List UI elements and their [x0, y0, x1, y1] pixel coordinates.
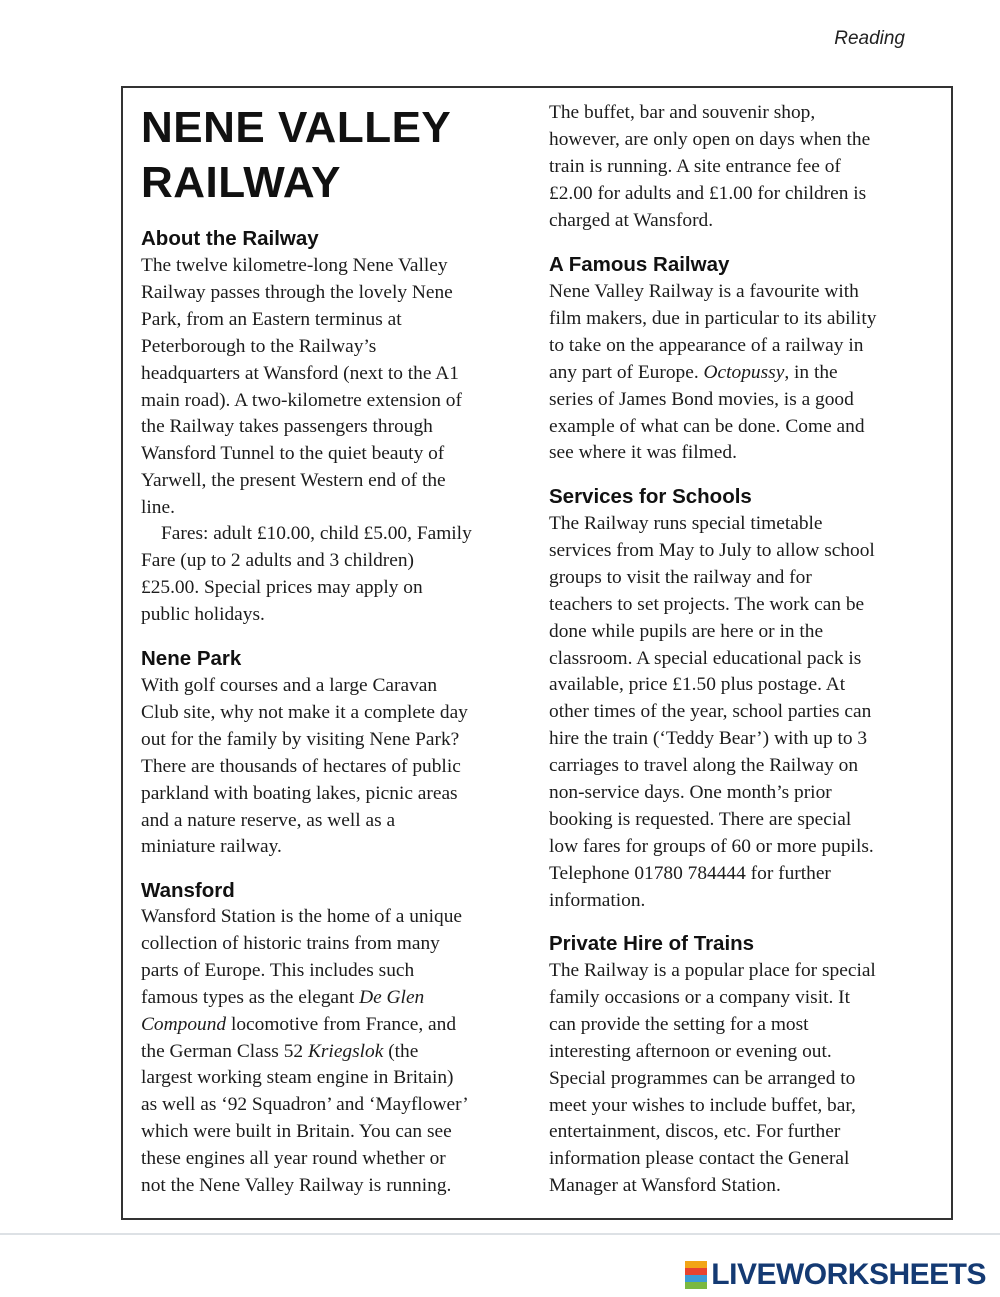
article-title: NENE VALLEY RAILWAY [141, 103, 451, 207]
heading-a-famous-railway: A Famous Railway [549, 253, 730, 276]
about-paragraph: The twelve kilometre-long Nene Valley Railway passes through the lovely Nene Park, from an Eastern terminus at Peterborough to the Railway’s headquarters at Wansford (next to the A1 main road). A two-kilometre extension of the Railway takes passengers through Wansford Tunnel to the quiet beauty of Yarwell, the present Western end of the line. [141, 255, 462, 519]
liveworksheets-logo-icon [685, 1261, 707, 1289]
wansford-paragraph [141, 904, 531, 1200]
schools-paragraph: The Railway runs special timetable services from May to July to allow school groups to visit the railway and for teachers to set projects. The work can be done while pupils are here or in the classroom. A special educational pack is available, price £1.50 plus postage. At other times of the year, school parties can hire the train (‘Teddy Bear’) with up to 3 carriages to travel along the Railway on non-service days. One month’s prior booking is requested. There are special low fares for groups of 60 or more pupils. Telephone 01780 784444 for further information. [549, 513, 875, 911]
kriegslok: Kriegslok [307, 1040, 384, 1062]
nene-park-paragraph: With golf courses and a large Caravan Club site, why not make it a complete day out for the family by visiting Nene Park? There are thousands of hectares of public parkland with boating lakes, picnic areas and a nature reserve, as well as a miniature railway. [141, 675, 468, 858]
famous-text-1: Nene Valley Railway is a favourite with film makers, due in particular to its ability to take on the appearance of a railway in any part of Europe. [549, 281, 877, 383]
famous-paragraph [549, 279, 944, 467]
watermark-divider [0, 1233, 1000, 1235]
wansford-text-3: (the largest working steam engine in Britain) as well as ‘92 Squadron’ and ‘Mayflower’ which were built in Britain. You can see these engines all year round whether or not the Nene Valley Railway is running. [141, 1040, 469, 1197]
watermark-text: LIVEWORKSHEETS [711, 1258, 986, 1291]
section-header: Reading [834, 28, 905, 49]
private-hire-paragraph: The Railway is a popular place for special family occasions or a company visit. It can provide the setting for a most interesting afternoon or evening out. Special programmes can be arranged to meet your wishes to include buffet, bar, entertainment, discos, etc. For further information please contact the General Manager at Wansford Station. [549, 960, 876, 1197]
wansford-text-1: Wansford Station is the home of a unique collection of historic trains from many parts of Europe. This includes such famous types as the elegant [141, 906, 463, 1008]
buffet-paragraph: The buffet, bar and souvenir shop, however, are only open on days when the train is running. A site entrance fee of £2.00 for adults and £1.00 for children is charged at Wansford. [549, 102, 871, 231]
wansford-text-2: locomotive from France, and the German Class 52 [141, 1013, 457, 1062]
heading-wansford: Wansford [141, 879, 235, 902]
heading-nene-park: Nene Park [141, 647, 242, 670]
fares-paragraph: Fares: adult £10.00, child £5.00, Family Fare (up to 2 adults and 3 children) £25.00. Special prices may apply on public holidays. [141, 523, 472, 625]
famous-text-2: , in the series of James Bond movies, is a good example of what can be done. Come and see where it was filmed. [549, 361, 865, 464]
octopussy: Octopussy [703, 361, 785, 383]
heading-services-for-schools: Services for Schools [549, 485, 752, 508]
heading-private-hire-of-trains: Private Hire of Trains [549, 932, 755, 955]
liveworksheets-watermark [685, 1258, 986, 1292]
heading-about-the-railway: About the Railway [141, 227, 319, 250]
de-glen-compound: De Glen Compound [141, 986, 425, 1035]
